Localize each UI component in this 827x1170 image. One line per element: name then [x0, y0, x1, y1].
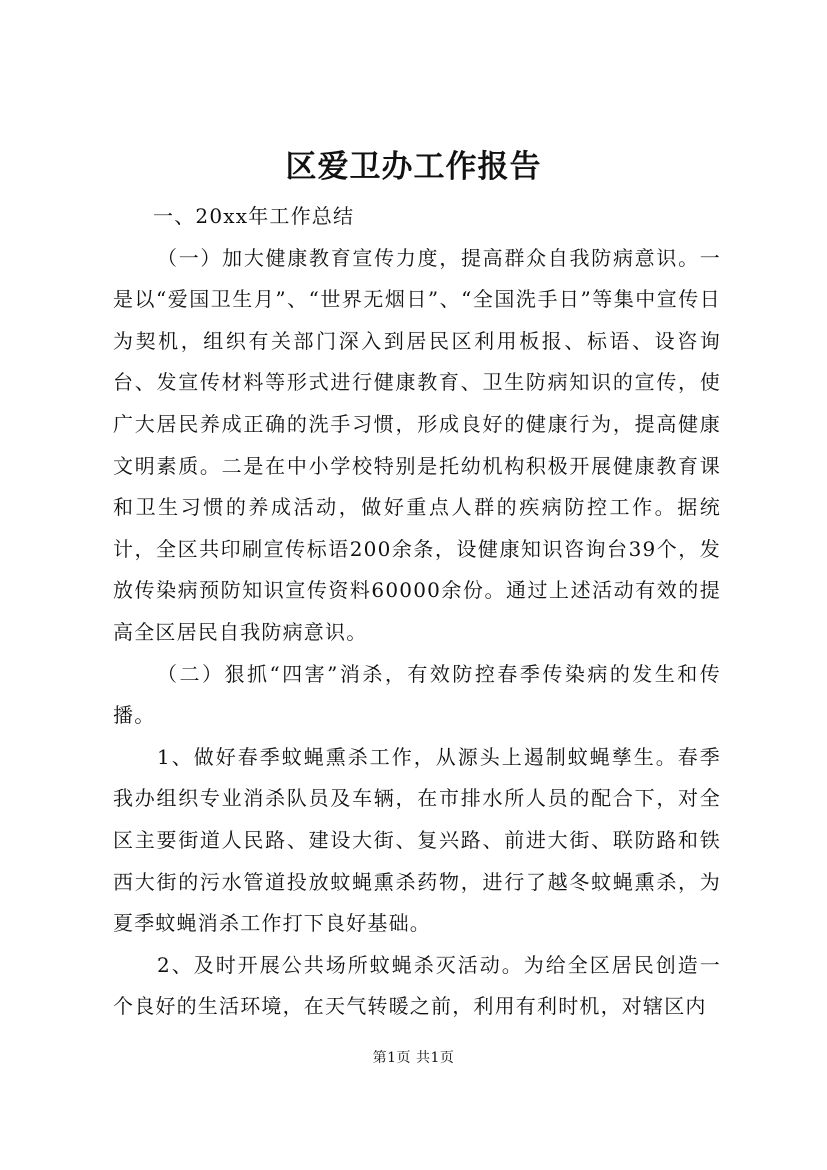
document-title: 区爱卫办工作报告 [285, 149, 542, 185]
paragraph-public-places: 2、及时开展公共场所蚊蝇杀灭活动。为给全区居民创造一个良好的生活环境，在天气转暖之前，利用有利时机，对辖区内 [113, 952, 721, 1019]
paragraph-spring-fumigation: 1、做好春季蚊蝇熏杀工作，从源头上遏制蚊蝇孳生。春季我办组织专业消杀队员及车辆，在市排水所人员的配合下，对全区主要街道人民路、建设大街、复兴路、前进大街、联防路和铁西大街的污水管道投放蚊蝇熏杀药物，进行了越冬蚊蝇熏杀，为夏季蚊蝇消杀工作打下良好基础。 [113, 744, 721, 936]
paragraph-four-pests: （二）狠抓“四害”消杀，有效防控春季传染病的发生和传播。 [113, 661, 721, 728]
page-footer: 第1页 共1页 [372, 1050, 455, 1066]
section-heading-summary: 一、20xx年工作总结 [153, 204, 355, 228]
document-body [113, 196, 721, 1028]
paragraph-health-education: （一）加大健康教育宣传力度，提高群众自我防病意识。一是以“爱国卫生月”、“世界无烟日”、“全国洗手日”等集中宣传日为契机，组织有关部门深入到居民区利用板报、标语、设咨询台、发宣传材料等形式进行健康教育、卫生防病知识的宣传，使广大居民养成正确的洗手习惯，形成良好的健康行为，提高健康文明素质。二是在中小学校特别是托幼机构积极开展健康教育课和卫生习惯的养成活动，做好重点人群的疾病防控工作。据统计，全区共印刷宣传标语200余条，设健康知识咨询台39个，发放传染病预防知识宣传资料60000余份。通过上述活动有效的提高全区居民自我防病意识。 [113, 245, 721, 644]
